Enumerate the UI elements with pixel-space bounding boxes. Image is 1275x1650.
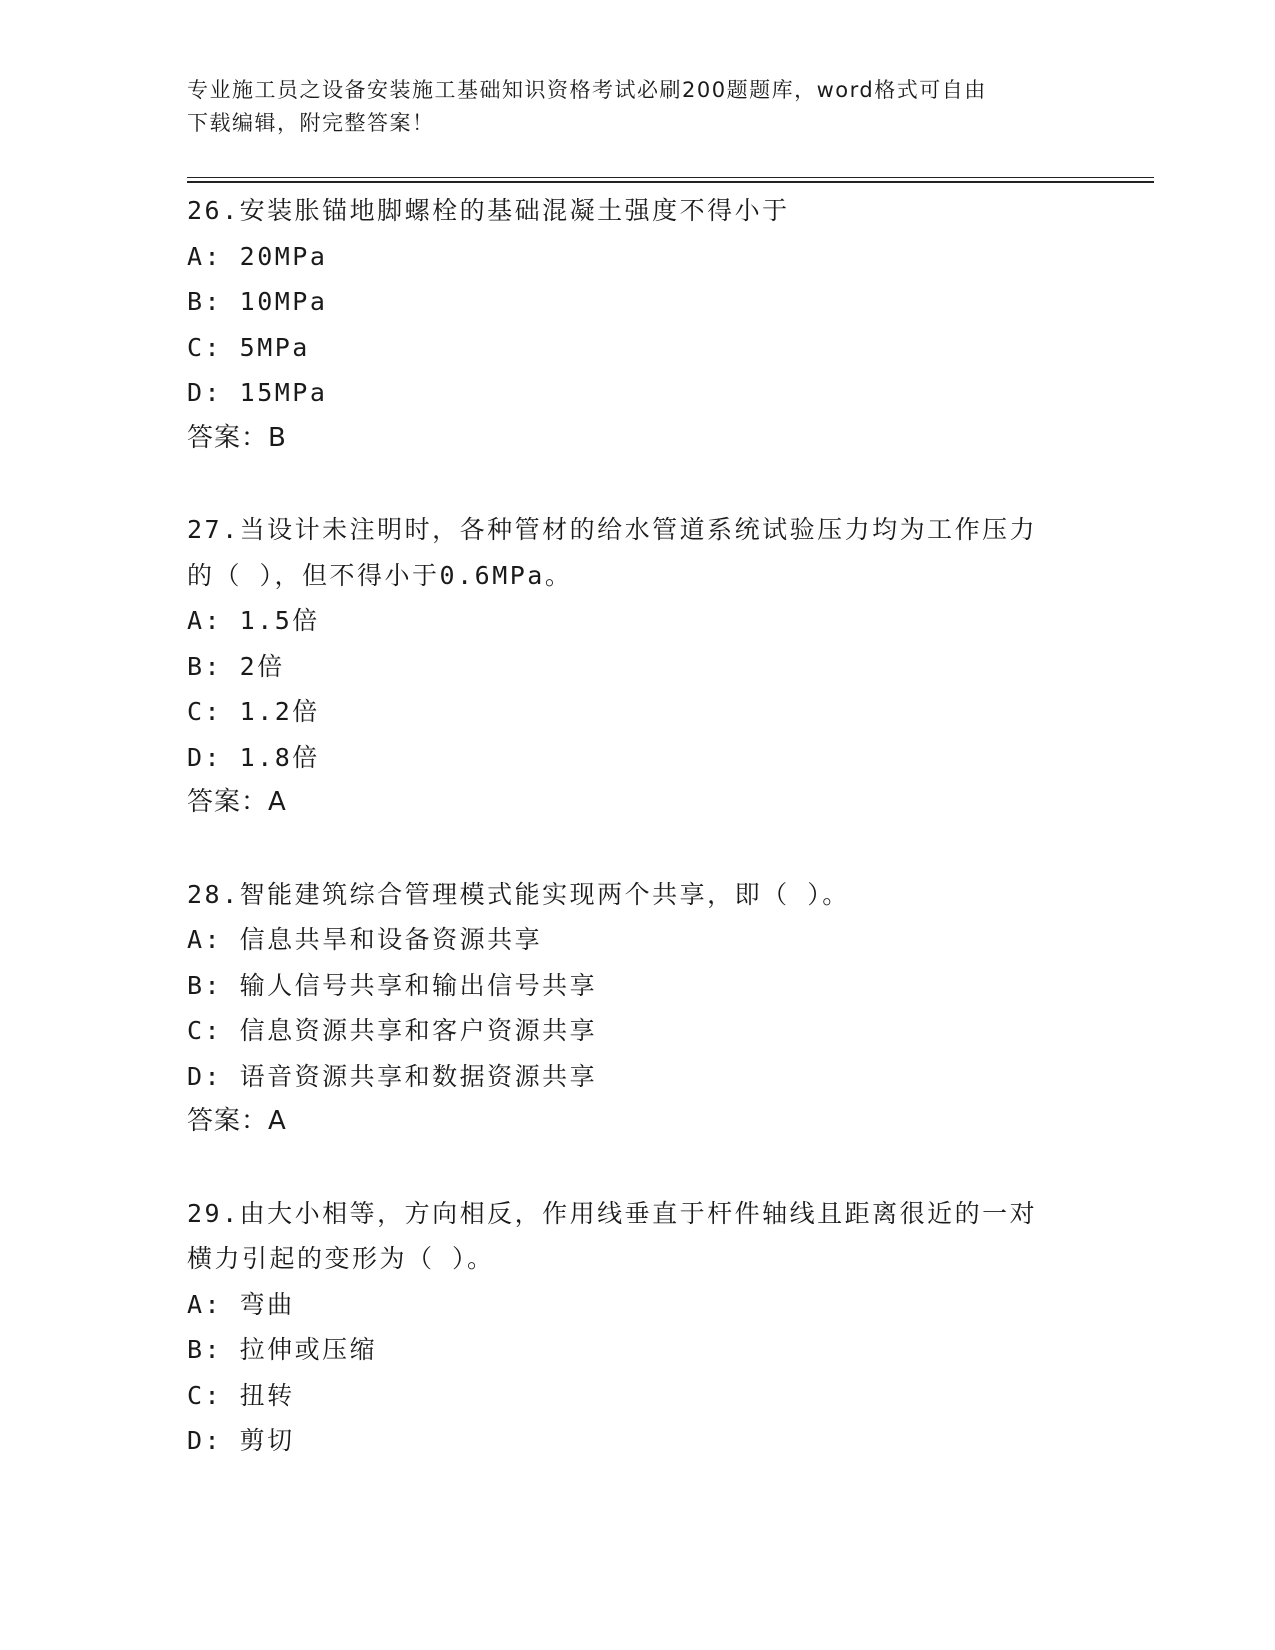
option-b: B: 2倍 [187,651,285,681]
question-list [187,188,1087,1464]
header-divider-thick [187,181,1154,183]
question-stem: 29.由大小相等，方向相反，作用线垂直于杆件轴线且距离很近的一对 [187,1198,1038,1228]
question-stem: 28.智能建筑综合管理模式能实现两个共享，即（ ）。 [187,879,850,909]
question-gap [187,1145,1087,1191]
answer: 答案：B [187,422,287,453]
question-27 [187,507,1087,826]
option-d: D: 剪切 [187,1426,295,1455]
header-line-2: 下载编辑，附完整答案！ [187,111,435,135]
question-stem: 26.安装胀锚地脚螺栓的基础混凝土强度不得小于 [187,196,790,225]
question-stem-continued: 横力引起的变形为（ ）。 [187,1244,495,1273]
option-a: A: 1.5倍 [187,606,320,635]
option-b: B: 拉伸或压缩 [187,1335,378,1364]
question-stem-continued: 的（ ），但不得小于0.6MPa。 [187,560,573,590]
option-d: D: 语音资源共享和数据资源共享 [187,1061,598,1091]
answer: 答案：A [187,787,287,817]
option-b: B: 10MPa [187,287,328,316]
option-c: C: 1.2倍 [187,697,320,726]
option-d: D: 1.8倍 [187,742,320,772]
option-c: C: 扭转 [187,1380,295,1410]
option-c: C: 5MPa [187,332,310,362]
document-header [187,74,1067,140]
option-d: D: 15MPa [187,378,328,407]
answer: 答案：A [187,1106,287,1136]
header-line-1: 专业施工员之设备安装施工基础知识资格考试必刷200题题库，word格式可自由 [187,78,987,102]
option-a: A: 信息共旱和设备资源共享 [187,925,543,954]
question-29 [187,1191,1087,1464]
option-a: A: 20MPa [187,241,328,271]
question-stem: 27.当设计未注明时，各种管材的给水管道系统试验压力均为工作压力 [187,515,1038,544]
question-26 [187,188,1087,461]
header-divider-thin [187,177,1154,178]
option-c: C: 信息资源共享和客户资源共享 [187,1016,598,1045]
question-28 [187,872,1087,1145]
option-a: A: 弯曲 [187,1289,295,1319]
option-b: B: 输人信号共享和输出信号共享 [187,970,598,1000]
question-gap [187,461,1087,507]
question-gap [187,826,1087,872]
